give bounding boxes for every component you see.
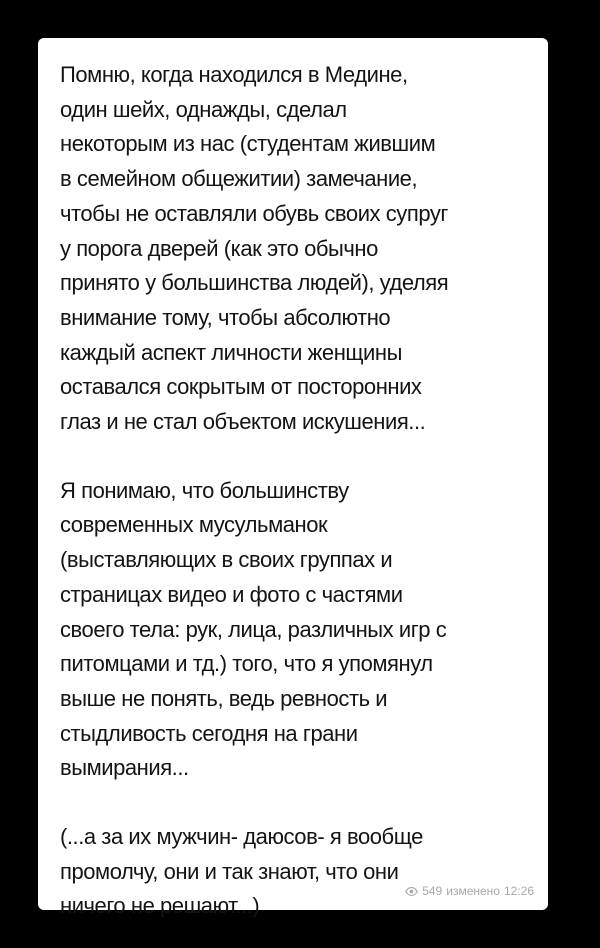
message-time: 12:26	[503, 884, 534, 898]
text-line: вымирания...	[60, 755, 189, 781]
text-line: (выставляющих в своих группах и	[60, 547, 393, 573]
message-meta	[405, 884, 534, 898]
text-line: современных мусульманок	[60, 512, 328, 538]
text-line: у порога дверей (как это обычно	[60, 235, 378, 261]
text-line: чтобы не оставляли обувь своих супруг	[60, 200, 448, 226]
text-line: некоторым из нас (студентам жившим	[60, 131, 436, 157]
message-bubble	[38, 38, 548, 919]
edited-label: изменено	[446, 884, 500, 898]
text-line: ничего не решают...)	[60, 893, 260, 919]
text-line: (...а за их мужчин- даюсов- я вообще	[60, 824, 423, 850]
text-line: Я понимаю, что большинству	[60, 477, 349, 503]
view-count: 549	[422, 884, 443, 898]
text-line: каждый аспект личности женщины	[60, 339, 402, 365]
message-paragraph-2	[60, 474, 538, 786]
text-line: один шейх, однажды, сделал	[60, 96, 347, 122]
text-line: принято у большинства людей), уделяя	[60, 270, 449, 296]
message-text	[60, 58, 538, 924]
text-line: страницах видео и фото с частями	[60, 581, 403, 607]
text-line: промолчу, они и так знают, что они	[60, 858, 399, 884]
text-line: глаз и не стал объектом искушения...	[60, 409, 426, 435]
eye-icon	[405, 887, 418, 896]
text-line: стыдливость сегодня на грани	[60, 720, 358, 746]
text-line: своего тела: рук, лица, различных игр с	[60, 616, 447, 642]
text-line: внимание тому, чтобы абсолютно	[60, 304, 391, 330]
text-line: Помню, когда находился в Медине,	[60, 62, 408, 87]
text-line: в семейном общежитии) замечание,	[60, 166, 418, 192]
text-line: оставался сокрытым от посторонних	[60, 374, 422, 400]
text-line: питомцами и тд.) того, что я упомянул	[60, 651, 433, 677]
message-paragraph-1	[60, 58, 538, 440]
message-paragraph-3	[60, 820, 538, 924]
text-line: выше не понять, ведь ревность и	[60, 685, 388, 711]
